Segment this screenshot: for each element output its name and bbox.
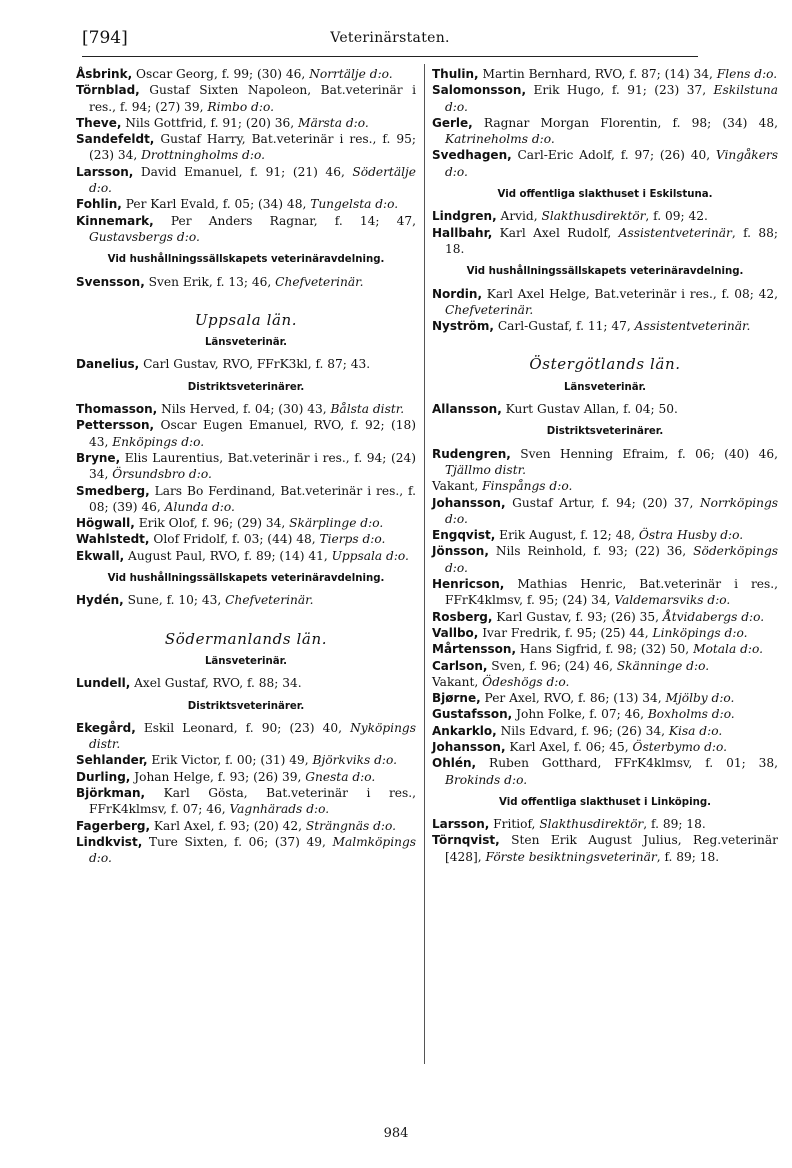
entry-details: Oscar Georg, f. 99; (30) 46, [132, 67, 310, 81]
entry-details: Erik Victor, f. 00; (31) 49, [147, 753, 313, 768]
entry-details: Nils Reinhold, f. 93; (22) 36, [488, 544, 694, 559]
entry-details: Ivar Fredrik, f. 95; (25) 44, [478, 625, 653, 640]
section-heading: Länsveterinär. [563, 381, 647, 393]
entry-details: Karl Gösta, Bat.veterinär i res., FFrK4klmsv, f. 07; 46, [89, 785, 416, 817]
entry-station: Ödeshögs d:o. [482, 674, 570, 689]
entry-station: Förste besiktningsveterinär [485, 849, 657, 864]
entry-surname: Johansson, [432, 739, 506, 754]
entry-surname: Lundell, [76, 676, 131, 691]
entry-surname: Bjørne, [432, 691, 481, 706]
directory-entry [432, 723, 778, 739]
entry-details: August Paul, RVO, f. 89; (14) 41, [124, 548, 332, 563]
directory-entry [432, 706, 778, 722]
entry-station: Tungelsta d:o. [310, 197, 399, 212]
entry-surname: Danelius, [76, 357, 140, 372]
entry-surname: Hallbahr, [432, 225, 493, 240]
entry-details: Nils Edvard, f. 96; (26) 34, [496, 723, 669, 738]
directory-entry [432, 208, 778, 224]
entry-details: Per Axel, RVO, f. 86; (13) 34, [480, 691, 666, 706]
entry-surname: Svensson, [76, 274, 145, 289]
entry-surname: Thomasson, [76, 402, 158, 417]
entry-station: Norrtälje d:o. [309, 67, 393, 81]
entry-surname: Kinnemark, [76, 213, 154, 228]
entry-details: Sven, f. 96; (24) 46, [487, 658, 617, 673]
entry-surname: Salomonsson, [432, 83, 527, 98]
section-heading: Distriktsveterinärer. [187, 381, 305, 393]
entry-details-tail: , f. 89; 18. [643, 817, 706, 832]
entry-surname: Sandefeldt, [76, 132, 155, 147]
entry-details: Ruben Gotthard, FFrK4klmsv, f. 01; 38, [476, 756, 778, 771]
entry-details: Carl-Gustaf, f. 11; 47, [493, 319, 635, 334]
directory-entry [432, 495, 778, 528]
entry-station: Vingåkers d:o. [445, 148, 778, 179]
entry-station: Skänninge d:o. [616, 658, 710, 673]
directory-entry [76, 769, 416, 785]
entry-details: Gustaf Artur, f. 94; (20) 37, [505, 495, 701, 510]
section-heading: Länsveterinär. [204, 655, 288, 667]
entry-station: Österbymo d:o. [632, 739, 728, 754]
entry-details: Nils Herved, f. 04; (30) 43, [157, 402, 331, 417]
entry-details: Gustaf Harry, Bat.veterinär i res., f. 95; (23) 34, [89, 132, 416, 163]
entry-details: Karl Axel Helge, Bat.veterinär i res., f. 08; 42, [482, 286, 778, 301]
entry-station: Boxholms d:o. [647, 707, 735, 722]
entry-surname: Henricson, [432, 577, 505, 592]
entry-station: Assistentveterinär. [634, 319, 751, 334]
entry-station: Drottningholms d:o. [141, 148, 265, 163]
entry-details: David Emanuel, f. 91; (21) 46, [133, 164, 353, 179]
directory-entry [76, 548, 416, 564]
entry-details: Sven Henning Efraim, f. 06; (40) 46, [510, 446, 778, 461]
entry-surname: Nyström, [432, 319, 494, 334]
entry-station: Slakthusdirektör [541, 209, 646, 224]
entry-station: Tjällmo distr. [445, 462, 526, 477]
entry-station: Assistentveterinär [618, 225, 732, 240]
entry-station: Chefveterinär. [225, 593, 314, 608]
entry-station: Märsta d:o. [297, 115, 369, 130]
entry-station: Östra Husby d:o. [638, 528, 744, 543]
entry-surname: Svedhagen, [432, 148, 512, 163]
entry-station: Chefveterinär. [445, 302, 534, 317]
entry-details: Nils Gottfrid, f. 91; (20) 36, [121, 115, 298, 130]
directory-entry [432, 739, 778, 755]
directory-entry [432, 641, 778, 657]
entry-surname: Björkman, [76, 785, 146, 800]
directory-entry [432, 625, 778, 641]
directory-entry [432, 755, 778, 788]
entry-details: Hans Sigfrid, f. 98; (32) 50, [516, 642, 694, 657]
directory-entry [432, 318, 778, 334]
directory-entry [76, 818, 416, 834]
column-divider [424, 64, 425, 1064]
page-number: 984 [383, 1126, 409, 1141]
entry-station: Brokinds d:o. [445, 772, 528, 787]
entry-surname: Pettersson, [76, 418, 155, 433]
directory-entry [76, 213, 416, 246]
entry-details: Sven Erik, f. 13; 46, [144, 274, 276, 289]
directory-entry [432, 674, 778, 690]
entry-station: Tierps d:o. [319, 532, 386, 547]
entry-details: Lars Bo Ferdinand, Bat.veterinär i res., f. 08; (39) 46, [89, 483, 416, 514]
entry-surname: Törnqvist, [432, 833, 500, 848]
entry-surname: Ohlén, [432, 756, 477, 771]
directory-entry [76, 531, 416, 547]
directory-entry [432, 446, 778, 479]
directory-entry [432, 82, 778, 115]
entry-surname: Wahlstedt, [76, 532, 150, 547]
section-heading: Distriktsveterinärer. [546, 426, 664, 438]
entry-surname: Smedberg, [76, 483, 150, 498]
entry-station: Strängnäs d:o. [305, 818, 397, 833]
directory-entry [432, 478, 778, 494]
directory-entry [432, 66, 778, 82]
directory-entry [76, 592, 416, 608]
entry-station: Örsundsbro d:o. [112, 467, 212, 482]
entry-surname: Lindgren, [432, 209, 497, 224]
entry-details: Eskil Leonard, f. 90; (23) 40, [135, 720, 351, 735]
section-heading: Vid offentliga slakthuset i Linköping. [499, 796, 711, 808]
entry-surname: Larsson, [432, 817, 490, 832]
entry-station: Södertälje d:o. [89, 164, 416, 196]
section-heading: Vid hushållningssällskapets veterinäravdelning. [466, 266, 744, 278]
entry-details: Erik Olof, f. 96; (29) 34, [134, 516, 290, 531]
entry-surname: Thulin, [432, 67, 479, 81]
entry-details: Karl Axel, f. 93; (20) 42, [150, 818, 306, 833]
directory-entry [76, 82, 416, 115]
county-heading: Uppsala län. [194, 310, 298, 329]
entry-details: Erik August, f. 12; 48, [495, 528, 639, 543]
entry-surname: Törnblad, [76, 83, 140, 98]
entry-details: Elis Laurentius, Bat.veterinär i res., f. 94; (24) 34, [89, 450, 416, 482]
entry-details: Vakant, [432, 674, 483, 689]
entry-details: John Folke, f. 07; 46, [512, 707, 648, 722]
entry-details: Axel Gustaf, RVO, f. 88; 34. [130, 676, 302, 691]
entry-details: Ragnar Morgan Florentin, f. 98; (34) 48, [472, 115, 778, 130]
directory-entry [76, 450, 416, 483]
entry-surname: Ekegård, [76, 720, 136, 735]
directory-entry [76, 752, 416, 768]
entry-details: Carl-Eric Adolf, f. 97; (26) 40, [511, 148, 716, 163]
entry-surname: Jönsson, [432, 544, 489, 559]
directory-entry [76, 196, 416, 212]
directory-entry [76, 401, 416, 417]
directory-entry [76, 483, 416, 516]
entry-surname: Hydén, [76, 593, 124, 608]
directory-entry [76, 720, 416, 753]
entry-surname: Larsson, [76, 164, 134, 179]
entry-details: Karl Axel Rudolf, [492, 225, 619, 240]
page-header [82, 26, 698, 57]
entry-station: Björkviks d:o. [312, 753, 398, 768]
entry-surname: Rudengren, [432, 446, 511, 461]
entry-station: Valdemarsviks d:o. [614, 593, 731, 608]
entry-details: Ture Sixten, f. 06; (37) 49, [142, 834, 333, 849]
directory-entry [76, 131, 416, 164]
entry-station: Bålsta distr. [330, 402, 405, 417]
section-heading: Länsveterinär. [204, 337, 288, 349]
directory-entry [76, 834, 416, 867]
entry-surname: Bryne, [76, 450, 121, 465]
county-heading: Östergötlands län. [529, 355, 681, 374]
entry-station: Skärplinge d:o. [289, 516, 384, 531]
entry-surname: Högwall, [76, 516, 135, 531]
entry-surname: Vallbo, [432, 625, 479, 640]
entry-details: Gustaf Sixten Napoleon, Bat.veterinär i res., f. 94; (27) 39, [89, 83, 416, 114]
entry-details: Carl Gustav, RVO, FFrK3kl, f. 87; 43. [139, 357, 371, 372]
entry-details: Johan Helge, f. 93; (26) 39, [130, 769, 306, 784]
entry-station: Nyköpings distr. [89, 720, 416, 752]
entry-details: Erik Hugo, f. 91; (23) 37, [526, 83, 714, 98]
entry-details: Sune, f. 10; 43, [123, 593, 226, 608]
entry-station: Enköpings d:o. [112, 434, 205, 449]
left-column [76, 66, 416, 866]
entry-details-tail: , f. 88; 18. [445, 225, 778, 256]
entry-details: Martin Bernhard, RVO, f. 87; (14) 34, [478, 67, 717, 81]
entry-details: Sten Erik August Julius, Reg.veterinär [428], [445, 833, 778, 864]
directory-entry [76, 115, 416, 131]
entry-station: Flens d:o. [716, 67, 778, 81]
county-heading: Södermanlands län. [164, 629, 328, 648]
directory-entry [76, 274, 416, 290]
entry-surname: Theve, [76, 115, 122, 130]
entry-surname: Sehlander, [76, 753, 148, 768]
entry-station: Finspångs d:o. [482, 479, 573, 494]
entry-station: Slakthusdirektör [539, 817, 644, 832]
entry-station: Eskilstuna d:o. [445, 83, 778, 114]
directory-entry [432, 225, 778, 258]
directory-entry [76, 164, 416, 197]
entry-station: Malmköpings d:o. [89, 834, 416, 866]
entry-station: Chefveterinär. [275, 274, 364, 289]
section-heading: Vid hushållningssällskapets veterinäravdelning. [107, 573, 385, 585]
entry-details: Olof Fridolf, f. 03; (44) 48, [149, 532, 320, 547]
entry-details: Kurt Gustav Allan, f. 04; 50. [501, 402, 678, 417]
directory-entry [432, 543, 778, 576]
directory-entry [432, 286, 778, 319]
entry-surname: Lindkvist, [76, 834, 143, 849]
entry-details: Arvid, [496, 209, 542, 224]
directory-entry [432, 816, 778, 832]
entry-surname: Fagerberg, [76, 818, 151, 833]
entry-surname: Allansson, [432, 402, 502, 417]
entry-station: Mjölby d:o. [665, 691, 735, 706]
entry-details: Karl Axel, f. 06; 45, [505, 739, 633, 754]
entry-surname: Ekwall, [76, 548, 125, 563]
entry-surname: Gustafsson, [432, 707, 513, 722]
page-reference: [794] [82, 28, 128, 48]
entry-surname: Ankarklo, [432, 723, 497, 738]
entry-surname: Mårtensson, [432, 642, 517, 657]
entry-station: Katrineholms d:o. [445, 132, 555, 147]
directory-entry [432, 147, 778, 180]
entry-station: Gnesta d:o. [305, 769, 376, 784]
entry-surname: Fohlin, [76, 197, 122, 212]
entry-surname: Nordin, [432, 286, 483, 301]
directory-entry [76, 515, 416, 531]
entry-surname: Rosberg, [432, 609, 493, 624]
directory-entry [432, 401, 778, 417]
entry-details: Vakant, [432, 479, 483, 494]
directory-entry [76, 356, 416, 372]
entry-details-tail: , f. 89; 18. [656, 849, 720, 864]
entry-details: Oscar Eugen Emanuel, RVO, f. 92; (18) 43, [89, 418, 416, 449]
entry-details-tail: , f. 09; 42. [645, 209, 708, 224]
entry-details: Per Anders Ragnar, f. 14; 47, [153, 213, 416, 228]
entry-station: Åtvidabergs d:o. [662, 609, 765, 624]
page-title: Veterinärstaten. [330, 30, 450, 46]
entry-surname: Johansson, [432, 495, 506, 510]
directory-entry [432, 527, 778, 543]
entry-station: Alunda d:o. [164, 499, 235, 514]
entry-surname: Gerle, [432, 115, 473, 130]
entry-details: Per Karl Evald, f. 05; (34) 48, [121, 197, 311, 212]
entry-station: Norrköpings d:o. [445, 495, 778, 526]
directory-entry [76, 417, 416, 450]
directory-entry [432, 832, 778, 865]
entry-station: Vagnhärads d:o. [229, 802, 330, 817]
section-heading: Vid hushållningssällskapets veterinäravdelning. [107, 254, 385, 266]
entry-surname: Åsbrink, [76, 67, 133, 81]
entry-surname: Engqvist, [432, 528, 496, 543]
directory-entry [432, 609, 778, 625]
directory-entry [432, 576, 778, 609]
directory-entry [432, 690, 778, 706]
entry-station: Motala d:o. [693, 642, 763, 657]
entry-details: Fritiof, [489, 817, 540, 832]
entry-details: Mathias Henric, Bat.veterinär i res., FFrK4klmsv, f. 95; (24) 34, [445, 577, 778, 608]
entry-station: Linköpings d:o. [652, 625, 748, 640]
directory-entry [432, 115, 778, 148]
entry-station: Uppsala d:o. [331, 548, 409, 563]
directory-entry [432, 658, 778, 674]
entry-station: Gustavsbergs d:o. [89, 229, 200, 244]
entry-surname: Durling, [76, 769, 131, 784]
entry-station: Söderköpings d:o. [445, 544, 778, 575]
entry-details: Karl Gustav, f. 93; (26) 35, [492, 609, 663, 624]
entry-station: Kisa d:o. [668, 723, 723, 738]
directory-entry [76, 675, 416, 691]
entry-surname: Carlson, [432, 658, 488, 673]
directory-entry [76, 785, 416, 818]
section-heading: Vid offentliga slakthuset i Eskilstuna. [497, 189, 713, 201]
directory-entry [76, 66, 416, 82]
section-heading: Distriktsveterinärer. [187, 700, 305, 712]
right-column [432, 66, 778, 865]
entry-station: Rimbo d:o. [207, 99, 274, 114]
